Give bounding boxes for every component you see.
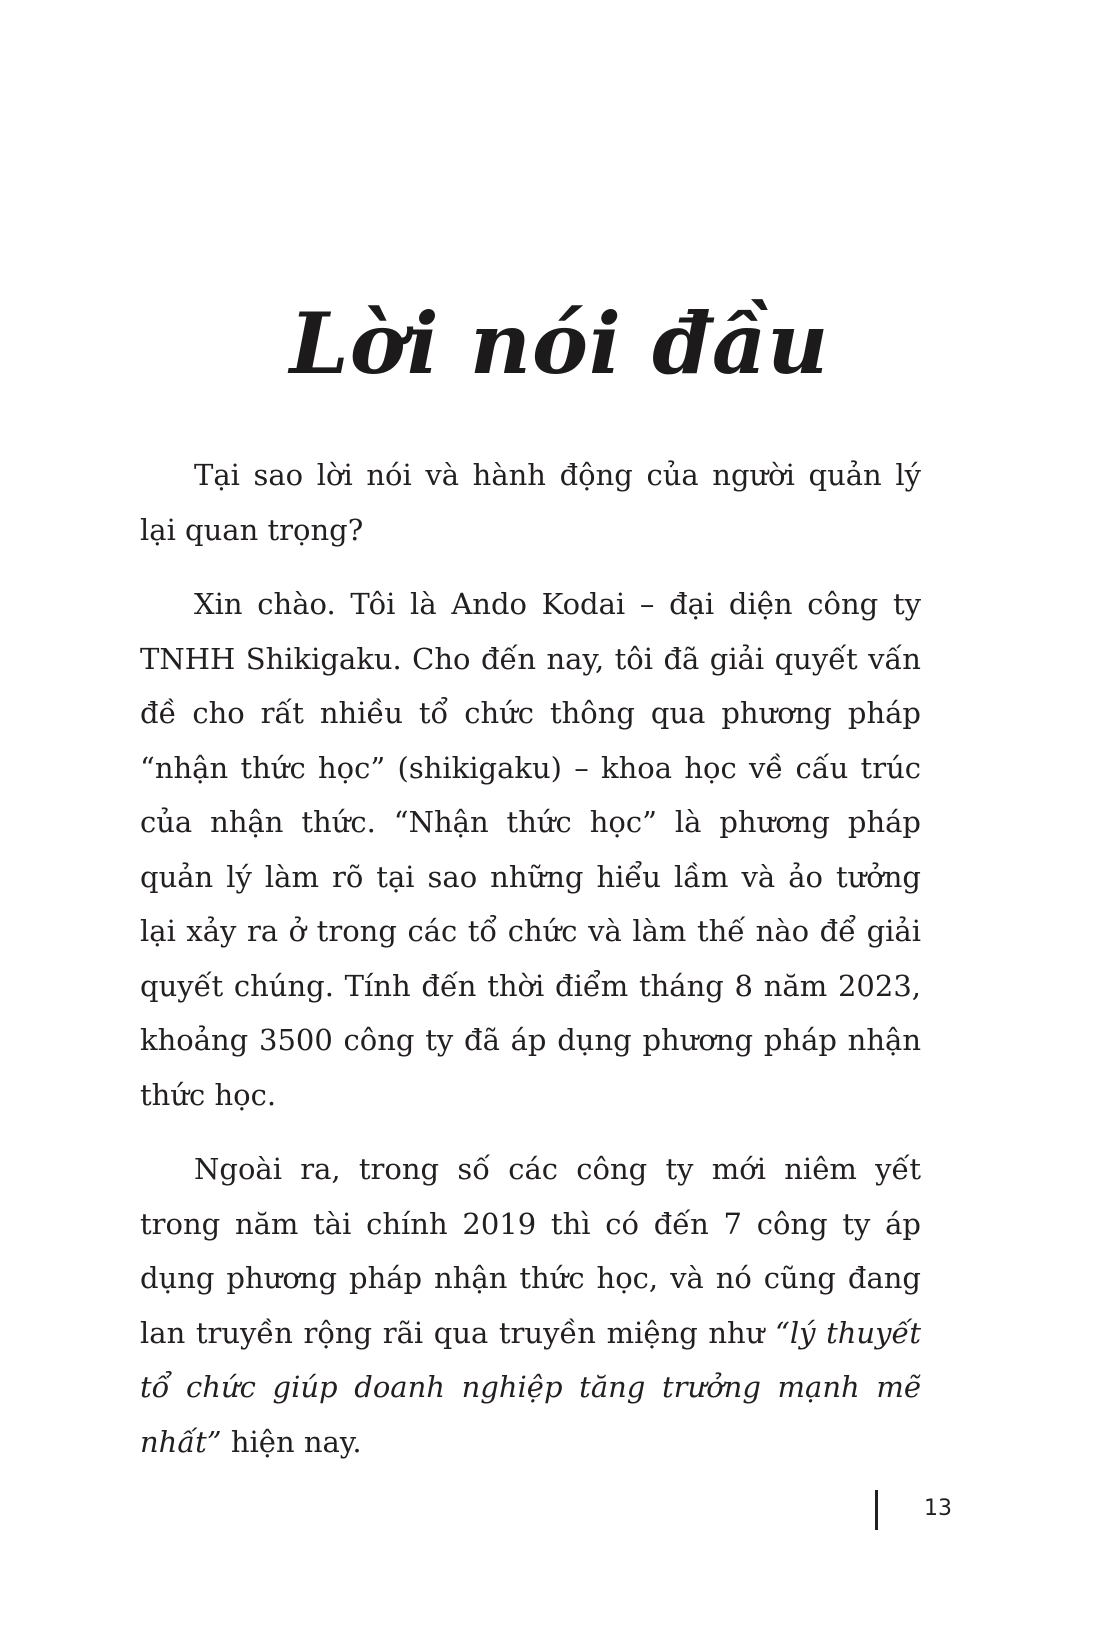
paragraph-3-italic-quote: “lý thuyết tổ chức giúp doanh nghiệp tăng trưởng mạnh mẽ nhất” [140, 1315, 921, 1459]
paragraph-1: Tại sao lời nói và hành động của người quản lý lại quan trọng? [140, 458, 921, 547]
paragraph-2: Xin chào. Tôi là Ando Kodai – đại diện công ty TNHH Shikigaku. Cho đến nay, tôi đã giải quyết vấn đề cho rất nhiều tổ chức thông qua phương pháp “nhận thức học” (shikigaku) – khoa học về cấu trúc của nhận thức. “Nhận thức học” là phương pháp quản lý làm rõ tại sao những hiểu lầm và ảo tưởng lại xảy ra ở trong các tổ chức và làm thế nào để giải quyết chúng. Tính đến thời điểm tháng 8 năm 2023, khoảng 3500 công ty đã áp dụng phương pháp nhận thức học. [140, 587, 921, 1112]
paragraph-3 [140, 1142, 921, 1469]
body-text [140, 448, 921, 1489]
folio-divider [875, 1490, 878, 1530]
page-number: 13 [924, 1496, 952, 1521]
chapter-title: Lời nói đầu [289, 294, 830, 394]
paragraph-3-start: Ngoài ra, trong số các công ty mới niêm yết trong năm tài chính 2019 thì có đến 7 công ty áp dụng phương pháp nhận thức học, và nó cũng đang lan truyền rộng rãi qua truyền miệng như [140, 1152, 921, 1350]
paragraph-3-end: hiện nay. [221, 1424, 362, 1459]
